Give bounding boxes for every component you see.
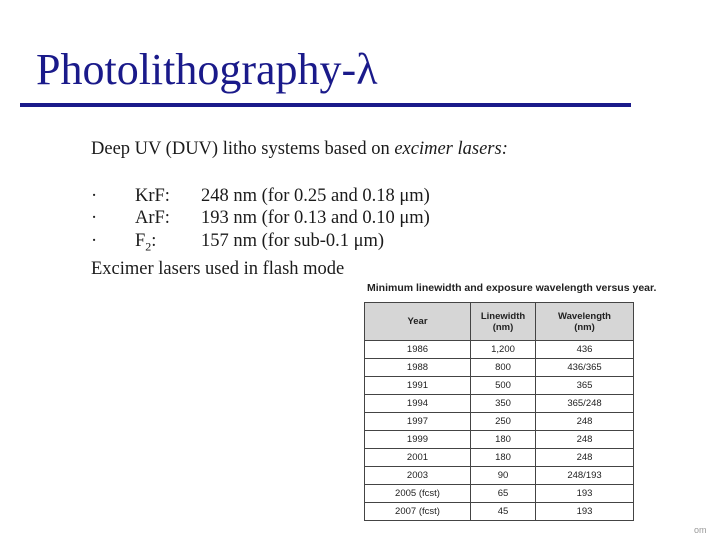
linewidth-table: [364, 302, 634, 521]
cell-wavelength: 436/365: [536, 359, 634, 377]
laser-name: [135, 230, 201, 258]
cell-year: 1999: [365, 431, 471, 449]
bullet-marker: ·: [91, 185, 98, 206]
laser-detail: 248 nm (for 0.25 and 0.18 μm): [201, 185, 430, 206]
cell-year: 2003: [365, 467, 471, 485]
cell-year: 1986: [365, 341, 471, 359]
cell-wavelength: 248: [536, 413, 634, 431]
header-linewidth: Linewidth (nm): [471, 303, 536, 341]
table-row: [365, 377, 634, 395]
table-header-row: [365, 303, 634, 341]
bullet-marker: ·: [91, 208, 98, 228]
cell-linewidth: 350: [471, 395, 536, 413]
cell-linewidth: 65: [471, 485, 536, 503]
cell-year: 1988: [365, 359, 471, 377]
intro-text: Deep UV (DUV) litho systems based on: [91, 139, 395, 159]
table-row: [365, 413, 634, 431]
header-year: Year: [365, 303, 471, 341]
cell-wavelength: 193: [536, 503, 634, 521]
cell-linewidth: 800: [471, 359, 536, 377]
cell-wavelength: 365/248: [536, 395, 634, 413]
table-row: [365, 467, 634, 485]
bullet-marker: ·: [91, 230, 98, 251]
header-wavelength: Wavelength (nm): [536, 303, 634, 341]
cell-linewidth: 180: [471, 449, 536, 467]
cell-linewidth: 180: [471, 431, 536, 449]
cell-year: 2007 (fcst): [365, 503, 471, 521]
table-body: [365, 341, 634, 521]
slide-title: Photolithography-λ: [36, 45, 378, 94]
cell-wavelength: 436: [536, 341, 634, 359]
bullet-f2: [91, 230, 611, 258]
cell-wavelength: 248: [536, 431, 634, 449]
table-row: [365, 395, 634, 413]
cell-linewidth: 250: [471, 413, 536, 431]
cell-linewidth: 1,200: [471, 341, 536, 359]
cell-wavelength: 365: [536, 377, 634, 395]
cell-year: 1997: [365, 413, 471, 431]
table-caption: Minimum linewidth and exposure wavelength versus year.: [367, 282, 657, 294]
bullet-krf: [91, 185, 611, 208]
laser-name-subscript: 2: [145, 239, 152, 254]
table-row: [365, 359, 634, 377]
title-underline: [20, 103, 631, 107]
cell-year: 2001: [365, 449, 471, 467]
table-row: [365, 431, 634, 449]
corner-fragment: om: [694, 525, 707, 535]
laser-name-base: F: [135, 230, 146, 251]
table-row: [365, 449, 634, 467]
cell-linewidth: 500: [471, 377, 536, 395]
cell-linewidth: 45: [471, 503, 536, 521]
cell-year: 2005 (fcst): [365, 485, 471, 503]
cell-linewidth: 90: [471, 467, 536, 485]
laser-name-suffix: :: [151, 230, 157, 251]
spacer: [91, 161, 611, 185]
outro-line: Excimer lasers used in flash mode: [91, 258, 345, 279]
cell-year: 1991: [365, 377, 471, 395]
intro-emphasis: excimer lasers:: [394, 139, 508, 159]
table-row: [365, 485, 634, 503]
table-row: [365, 341, 634, 359]
cell-wavelength: 193: [536, 485, 634, 503]
cell-year: 1994: [365, 395, 471, 413]
slide-body: [91, 138, 611, 280]
table-row: [365, 503, 634, 521]
laser-name: KrF:: [135, 185, 170, 206]
cell-wavelength: 248/193: [536, 467, 634, 485]
laser-name: ArF:: [135, 208, 170, 228]
laser-detail: 157 nm (for sub-0.1 μm): [201, 230, 385, 251]
intro-line: [91, 138, 611, 161]
laser-detail: 193 nm (for 0.13 and 0.10 μm): [201, 208, 430, 228]
cell-wavelength: 248: [536, 449, 634, 467]
bullet-arf: [91, 207, 611, 230]
